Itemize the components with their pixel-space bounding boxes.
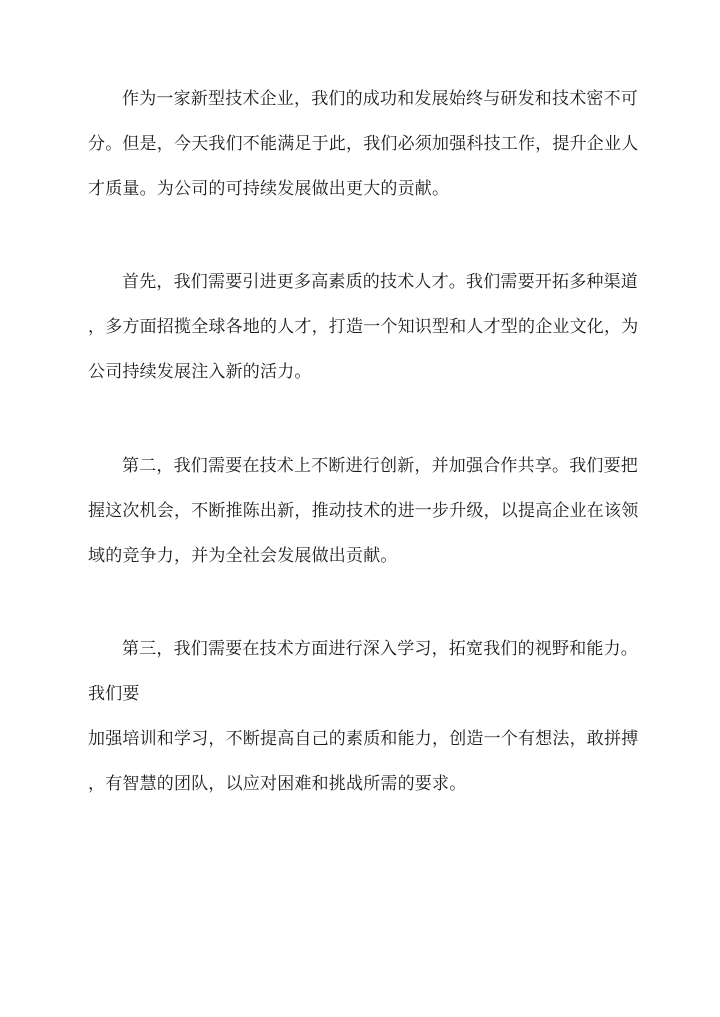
paragraph-1-line-1: 作为一家新型技术企业，我们的成功和发展始终与研发和技术密不可 [122,89,638,109]
paragraph-4-line-2: 我们要 [88,684,140,704]
paragraph-3-line-3: 域的竞争力，并为全社会发展做出贡献。 [88,546,398,566]
paragraph-3-line-2: 握这次机会，不断推陈出新，推动技术的进一步升级，以提高企业在该领 [88,501,639,521]
paragraph-2-line-1: 首先，我们需要引进更多高素质的技术人才。我们需要开拓多种渠道 [122,272,638,292]
paragraph-1-line-2: 分。但是，今天我们不能满足于此，我们必须加强科技工作，提升企业人 [88,134,639,154]
paragraph-4-line-1: 第三，我们需要在技术方面进行深入学习，拓宽我们的视野和能力。 [122,639,638,659]
paragraph-4-line-3: 加强培训和学习，不断提高自己的素质和能力，创造一个有想法，敢拼搏 [88,729,639,749]
paragraph-1-line-3: 才质量。为公司的可持续发展做出更大的贡献。 [88,179,450,199]
paragraph-3-line-1: 第二，我们需要在技术上不断进行创新，并加强合作共享。我们要把 [122,456,638,476]
paragraph-2-line-3: 公司持续发展注入新的活力。 [88,362,312,382]
paragraph-4-line-4: ，有智慧的团队，以应对困难和挑战所需的要求。 [88,774,467,794]
paragraph-2-line-2: ，多方面招揽全球各地的人才，打造一个知识型和人才型的企业文化，为 [88,317,639,337]
